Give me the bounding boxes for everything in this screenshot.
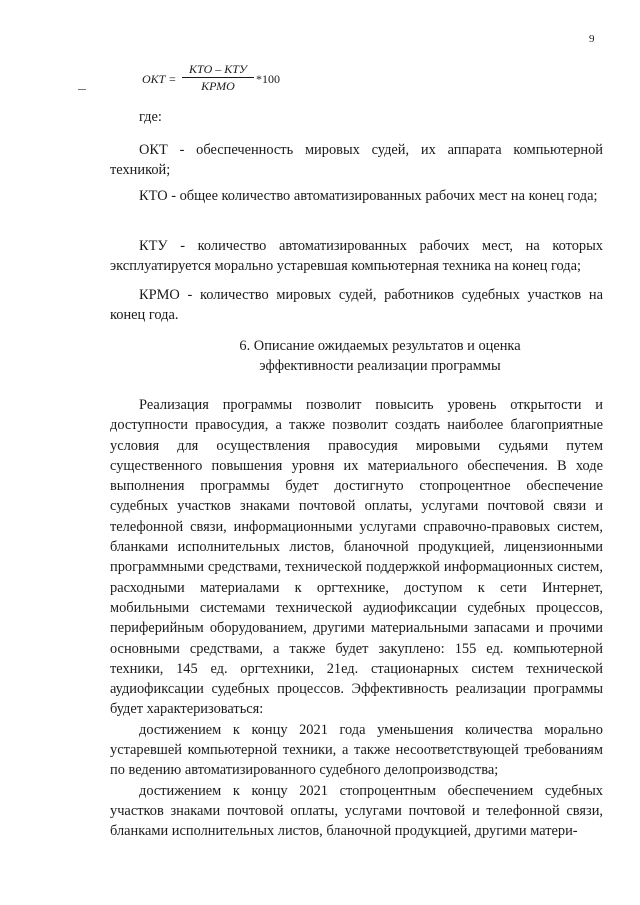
formula-fraction [182, 62, 254, 93]
formula-numerator: КТО – КТУ [182, 62, 254, 78]
page-number: 9 [589, 33, 595, 45]
definition-ktu: КТУ - количество автоматизированных рабочих мест, на которых эксплуатируется морально устаревшая компьютерная техника на конец года; [110, 238, 603, 275]
definition-krmo-block [110, 285, 603, 326]
section-heading [110, 336, 603, 377]
definition-ktu-block [110, 236, 603, 277]
definition-kto: КТО - общее количество автоматизированных рабочих мест на конец года; [139, 188, 598, 204]
formula-lhs: ОКТ = [142, 72, 177, 86]
where-label: где: [139, 109, 162, 125]
formula-rhs: *100 [256, 72, 280, 86]
paragraph-implementation: Реализация программы позволит повысить уровень открытости и доступности правосудия, а также позволит создать наиболее благоприятные условия для осуществления правосудия мировыми судьями путем существенного повышения уровня их материального обеспечения. В ходе выполнения программы будет достигнуто стопроцентное обеспечение судебных участков знаками почтовой оплаты, услугами почтовой связи и телефонной связи, информационными услугами справочно-правовых систем, бланками исполнительных листов, бланочной продукцией, лицензионными программными средствами, технической поддержкой информационных систем, расходными материалами к оргтехнике, доступом к сети Интернет, мобильными системами технической аудиофиксации судебных процессов, периферийным оборудованием, другими материальными запасами и прочими основными средствами, а также будет закуплено: 155 ед. компьютерной техники, 145 ед. оргтехники, 21ед. стационарных систем технической аудиофиксации судебных процессов. Эффективность реализации программы будет характеризоваться: [110, 397, 603, 718]
paragraph-provision: достижением к концу 2021 стопроцентным обеспечением судебных участков знаками почтовой оплаты, услугами почтовой и телефонной связи, бланками исполнительных листов, бланочной продукцией, другими матери- [110, 782, 603, 840]
definition-krmo: КРМО - количество мировых судей, работников судебных участков на конец года. [110, 287, 603, 324]
margin-mark [78, 89, 86, 90]
paragraph-reduction: достижением к концу 2021 года уменьшения количества морально устаревшей компьютерной техники, а также несоответствующей требованиям по ведению автоматизированного судебного делопроизводства; [110, 721, 603, 779]
definition-kto-block [110, 186, 603, 206]
section-heading-line-2: эффективности реализации программы [259, 358, 501, 375]
definition-okt-block [110, 140, 603, 181]
formula-denominator: КРМО [201, 79, 235, 93]
definition-okt: ОКТ - обеспеченность мировых судей, их аппарата компьютерной техникой; [110, 142, 603, 179]
where-block [110, 107, 603, 127]
body-text [110, 395, 603, 842]
section-heading-line-1: 6. Описание ожидаемых результатов и оценка [239, 338, 521, 354]
